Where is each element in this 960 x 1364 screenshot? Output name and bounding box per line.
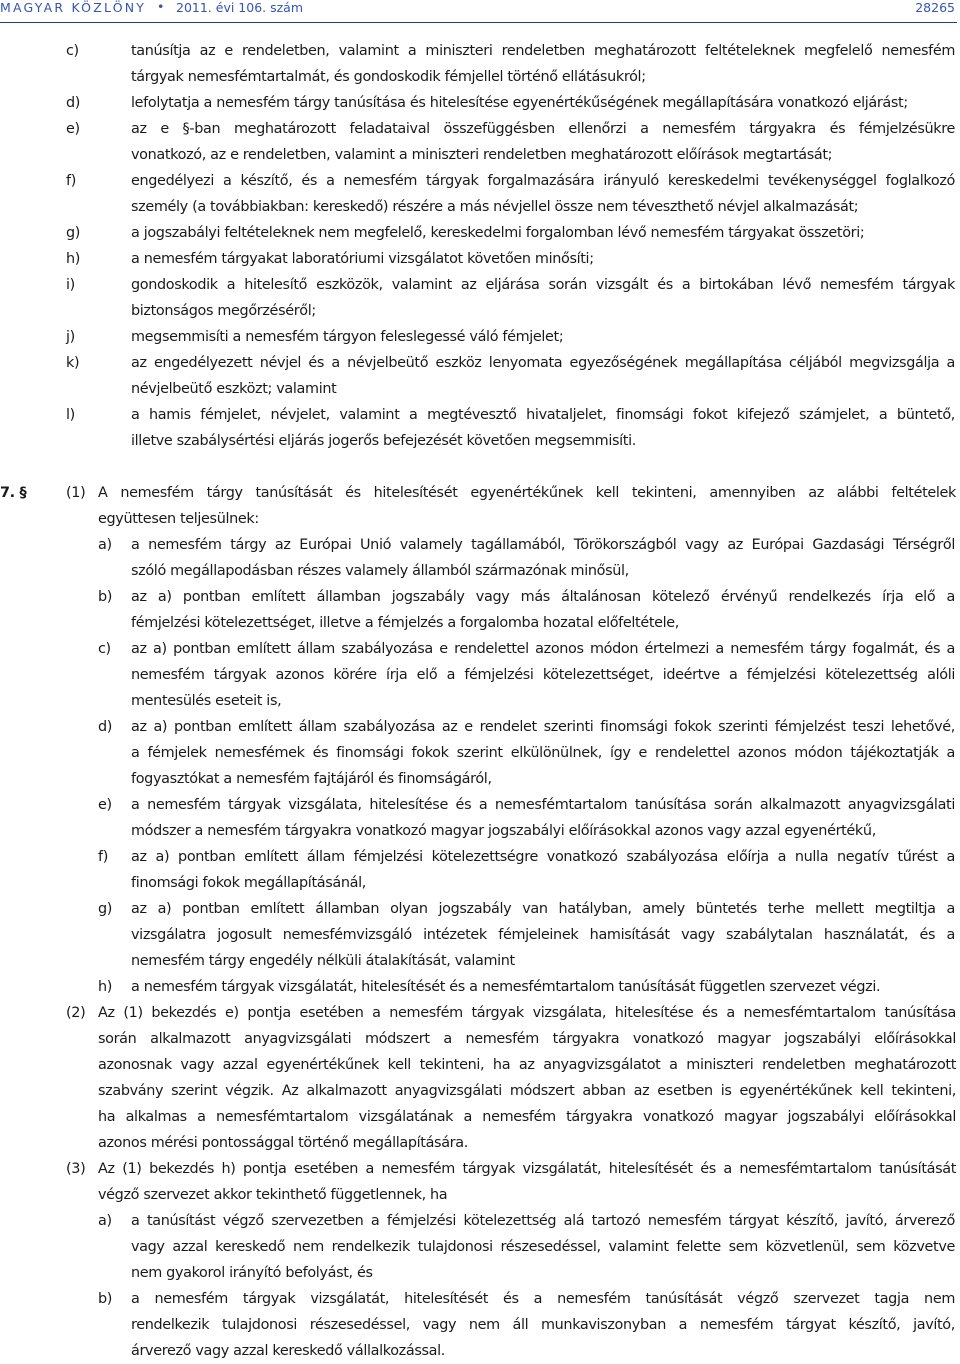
list-item-j-label: j) [66,329,75,345]
text-line: személy (a továbbiakban: kereskedő) részére a más névjellel össze nem téveszthető névjel alkalmazását; [131,199,859,215]
text-line: rendelkezik tulajdonosi részesedéssel, vagy nem áll munkaviszonyban a nemesfém tárgyat készítő, javító, [131,1317,955,1333]
text-line: tanúsítja az e rendeletben, valamint a miniszteri rendeletben meghatározott feltételeknek megfelelő nemesfém [131,43,955,59]
text-line: vagy azzal kereskedő nem rendelkezik tulajdonosi részesedéssel, valamint felette sem közvetlenül, sem közvetve [131,1239,955,1255]
issue-number: 2011. évi 106. szám [176,0,304,15]
text-line: a nemesfém tárgyak vizsgálatát, hitelesítését és a nemesfém tanúsítását végző szervezet tagja nem [131,1291,955,1307]
list-item-j [131,324,955,350]
paragraph-3-label: (3) [66,1161,86,1177]
text-line: névjelbeütő eszközt; valamint [131,381,337,397]
text-line: A nemesfém tárgy tanúsítását és hitelesítését egyenértékűnek kell tekinteni, amennyiben az alábbi feltételek [98,485,956,501]
text-line: az a) pontban említett állam szabályozása e rendelettel azonos módon értelmezi a nemesfém tárgy fogalmát, és a [131,641,955,657]
text-line: az a) pontban említett állam fémjelzési kötelezettségre vonatkozó szabályozása előírja a nulla negatív tűrést a [131,849,955,865]
list-item-l [131,402,955,454]
text-line: engedélyezi a készítő, és a nemesfém tárgyak forgalmazására irányuló kereskedelmi tevékenységgel foglalkozó [131,173,955,189]
paragraph-2-label: (2) [66,1005,86,1021]
text-line: Az (1) bekezdés h) pontja esetében a nemesfém tárgyak vizsgálatát, hitelesítését és a nemesfémtartalom tanúsítását [98,1161,956,1177]
list-item-i [131,272,955,324]
text-line: a nemesfém tárgyakat laboratóriumi vizsgálatot követően minősíti; [131,251,594,267]
text-line: a hamis fémjelet, névjelet, valamint a megtévesztő hivataljelet, finomsági fokot kifejező számjelet, a büntető, [131,407,955,423]
p3-item-a-label: a) [98,1213,112,1229]
list-item-c [131,38,955,90]
p1-item-a-label: a) [98,537,112,553]
list-item-f [131,168,955,220]
text-line: az a) pontban említett állam szabályozása az e rendelet szerinti finomsági fokok szerinti fémjelzést teszi lehetővé, [131,719,955,735]
header-bullet: • [157,0,165,14]
p1-item-g [131,896,955,974]
p1-item-c-label: c) [98,641,111,657]
text-line: a fémjelek nemesfémek és finomsági fokok szerint elkülönülnek, így e rendelettel azonos módon tájékoztatják a [131,745,955,761]
p1-item-e-label: e) [98,797,112,813]
text-line: azonosnak vagy azzal egyenértékűnek kell tekinteni, ha az anyagvizsgálatot a miniszteri rendeletben meghatározott [98,1057,956,1073]
text-line: az engedélyezett névjel és a névjelbeütő eszköz lenyomata egyezőségének megállapítása céljából megvizsgálja a [131,355,955,371]
text-line: Az (1) bekezdés e) pontja esetében a nemesfém tárgyak vizsgálata, hitelesítése és a nemesfémtartalom tanúsítása [98,1005,956,1021]
list-item-d [131,90,955,116]
text-line: a nemesfém tárgy az Európai Unió valamely tagállamából, Törökországból vagy az Európai Gazdasági Térségről [131,537,955,553]
text-line: végző szervezet akkor tekinthető függetlennek, ha [98,1187,448,1203]
p1-item-h-label: h) [98,979,113,995]
text-line: gondoskodik a hitelesítő eszközök, valamint az eljárása során vizsgált és a birtokában lévő nemesfém tárgyak [131,277,955,293]
text-line: szóló megállapodásban részes valamely államból származónak minősül, [131,563,629,579]
section-number: 7. § [0,485,27,501]
text-line: mentesülés eseteit is, [131,693,282,709]
p3-item-a [131,1208,955,1286]
p1-item-d [131,714,955,792]
text-line: nemesfém tárgy engedély nélküli átalakítását, valamint [131,953,515,969]
text-line: a jogszabályi feltételeknek nem megfelelő, kereskedelmi forgalomban lévő nemesfém tárgyakat összetöri; [131,225,865,241]
text-line: árverező vagy azzal kereskedő vállalkozással. [131,1343,445,1359]
list-item-k-label: k) [66,355,80,371]
p1-item-b [131,584,955,636]
text-line: az a) pontban említett államban olyan jogszabály van hatályban, amely büntetés terhe mellett megtiltja a [131,901,955,917]
text-line: a tanúsítást végző szervezetben a fémjelzési kötelezettség alá tartozó nemesfém tárgyat készítő, javító, árverező [131,1213,955,1229]
list-item-g-label: g) [66,225,81,241]
text-line: nem gyakorol irányító befolyást, és [131,1265,373,1281]
text-line: finomsági fokok megállapításánál, [131,875,366,891]
p1-item-g-label: g) [98,901,113,917]
p1-item-c [131,636,955,714]
text-line: módszer a nemesfém tárgyakra vonatkozó magyar jogszabályi előírásokkal azonos vagy azzal egyenértékű, [131,823,876,839]
text-line: fémjelzési kötelezettséget, illetve a fémjelzés a forgalomba hozatal előfeltétele, [131,615,680,631]
text-line: vonatkozó, az e rendeletben, valamint a miniszteri rendeletben meghatározott előírások megtartását; [131,147,833,163]
paragraph-3 [98,1156,956,1208]
list-item-f-label: f) [66,173,76,189]
p1-item-h [131,974,955,1000]
text-line: nemesfém tárgyak azonos körére írja elő a fémjelzési kötelezettséget, ideértve a fémjelzési kötelezettség alóli [131,667,955,683]
text-line: során alkalmazott anyagvizsgálati módszert a nemesfém tárgyakra vonatkozó magyar jogszabályi előírásokkal [98,1031,956,1047]
p3-item-b-label: b) [98,1291,113,1307]
list-item-d-label: d) [66,95,81,111]
list-item-e-label: e) [66,121,80,137]
page-header [0,0,957,23]
page-number: 28265 [915,0,955,15]
text-line: az a) pontban említett államban jogszabály vagy más általánosan kötelező érvényű rendelkezés írja elő a [131,589,955,605]
p3-item-b [131,1286,955,1364]
paragraph-1-label: (1) [66,485,86,501]
list-item-c-label: c) [66,43,79,59]
p1-item-f [131,844,955,896]
list-item-l-label: l) [66,407,75,423]
text-line: lefolytatja a nemesfém tárgy tanúsítása és hitelesítése egyenértékűségének megállapítására vonatkozó eljárást; [131,95,908,111]
text-line: ha alkalmas a nemesfémtartalom vizsgálatának a nemesfém tárgyakra vonatkozó magyar jogszabályi előírásokkal [98,1109,956,1125]
list-item-i-label: i) [66,277,75,293]
list-item-e [131,116,955,168]
text-line: fogyasztókat a nemesfém fajtájáról és finomságáról, [131,771,492,787]
text-line: a nemesfém tárgyak vizsgálata, hitelesítése és a nemesfémtartalom tanúsítása során alkalmazott anyagvizsgálati [131,797,955,813]
p1-item-f-label: f) [98,849,108,865]
paragraph-1 [98,480,956,532]
text-line: tárgyak nemesfémtartalmát, és gondoskodik fémjellel történő ellátásukról; [131,69,646,85]
text-line: a nemesfém tárgyak vizsgálatát, hitelesítését és a nemesfémtartalom tanúsítását független szervezet végzi. [131,979,881,995]
p1-item-b-label: b) [98,589,113,605]
journal-title: MAGYAR KÖZLÖNY [0,0,147,15]
text-line: biztonságos megőrzéséről; [131,303,316,319]
list-item-k [131,350,955,402]
p1-item-d-label: d) [98,719,113,735]
paragraph-2 [98,1000,956,1156]
text-line: megsemmisíti a nemesfém tárgyon feleslegessé váló fémjelet; [131,329,564,345]
text-line: illetve szabálysértési eljárás jogerős befejezését követően megsemmisíti. [131,433,636,449]
list-item-h [131,246,955,272]
text-line: az e §-ban meghatározott feladataival összefüggésben ellenőrzi a nemesfém tárgyakra és fémjelzésükre [131,121,955,137]
text-line: vizsgálatra jogosult nemesfémvizsgáló intézetek fémjeleinek hamisítását vagy szabálytalan használatát, és a [131,927,955,943]
list-item-h-label: h) [66,251,81,267]
p1-item-a [131,532,955,584]
text-line: azonos mérési pontossággal történő megállapítására. [98,1135,468,1151]
p1-item-e [131,792,955,844]
list-item-g [131,220,955,246]
text-line: együttesen teljesülnek: [98,511,259,527]
text-line: szabvány szerint végzik. Az alkalmazott anyagvizsgálati módszert abban az esetben is egyenértékűnek kell tekinteni, [98,1083,956,1099]
